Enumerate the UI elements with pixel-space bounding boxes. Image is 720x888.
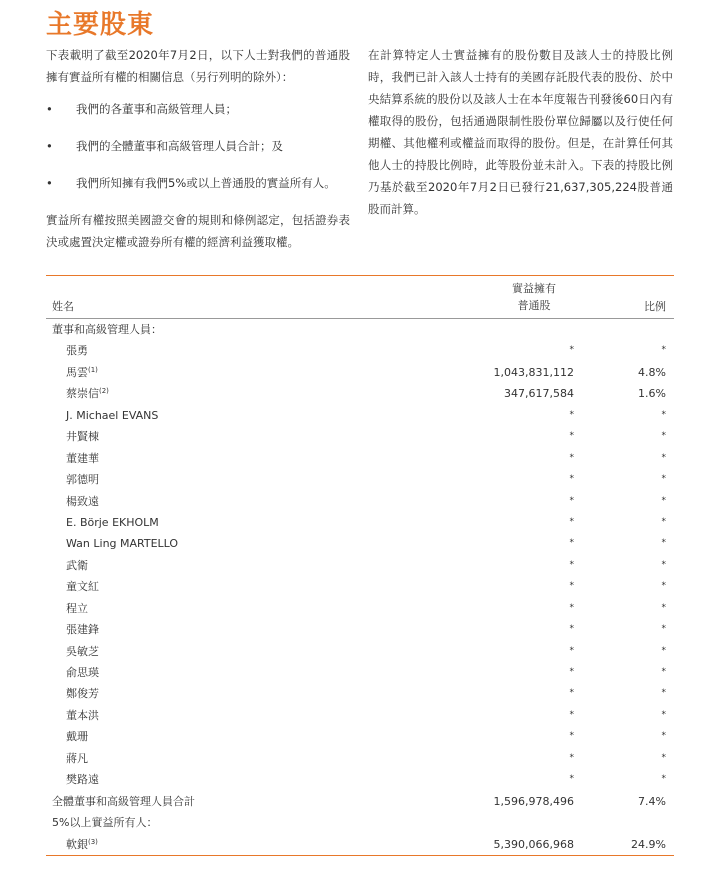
shareholder-name-text: 俞思瑛 [66,666,99,679]
table-row [46,834,674,855]
shareholder-name [52,319,162,340]
shareholder-name-text: 武衛 [66,558,88,572]
shares-cell: * [569,431,574,442]
shareholder-name [66,469,99,490]
percentage-cell: * [661,774,666,785]
shareholder-name-text: 楊致遠 [66,494,99,508]
shareholder-name-text: 董事和高級管理人員： [52,323,162,336]
table-row [46,512,674,533]
table-row [46,362,674,383]
shareholder-name-text: 董建華 [66,451,99,465]
shares-cell: 347,617,584 [504,387,574,401]
header-shares-line1: 實益擁有 [512,282,556,295]
shareholder-name [66,683,99,704]
table-header [46,276,674,318]
shareholder-name-text: 5%以上實益所有人： [52,816,158,830]
footnote-marker: (2) [99,387,109,396]
shares-cell: * [569,667,574,677]
footnote-marker: (1) [88,365,98,374]
shareholder-name [66,555,88,576]
header-shares-line2: 普通股 [517,299,551,312]
percentage-cell: 24.9% [631,837,666,851]
header-shares [494,280,574,314]
bullet-item: • 我們的各董事和高級管理人員； [46,98,350,120]
shares-cell: * [569,581,574,592]
shareholder-name-text: 蔣凡 [66,751,88,765]
shares-cell: * [569,645,574,656]
table-row [46,748,674,769]
section-row [46,319,674,340]
shares-cell: * [569,409,574,420]
table-body [46,319,674,855]
shareholder-name [52,812,157,833]
shareholder-name [66,598,88,619]
table-row [46,340,674,361]
shareholder-name [66,834,98,855]
shares-cell: * [569,731,574,742]
table-row [46,448,674,469]
shares-cell: * [569,709,574,720]
shareholder-name-text: Wan Ling MARTELLO [66,537,179,551]
shares-cell: * [569,774,574,785]
table-row [46,555,674,576]
shareholder-name [66,405,158,426]
shareholder-name-text: 樊路遠 [66,773,99,787]
shares-cell: 5,390,066,968 [493,837,574,851]
shareholder-name [66,340,88,361]
percentage-cell: * [661,731,666,742]
calculation-paragraph: 在計算特定人士實益擁有的股份數目及該人士的持股比例時，我們已計入該人士持有的美國存託股代表的股份、於中央結算系統的股份以及該人士在本年度報告刊發後60日內有權取得的股份，包括通過限制性股份單位歸屬以及行使任何期權、其他權利或權益而取得的股份。但是，在計算任何其他人士的持股比例時，此等股份並未計入。下表的持股比例乃基於截至2020年7月2日已發行21,637,305,224股普通股而計算。 [368,48,673,216]
percentage-cell: * [661,409,666,420]
shareholder-name [66,748,88,769]
percentage-cell: * [661,667,666,677]
shareholder-name-text: 井賢棟 [66,430,99,444]
shares-cell: * [569,538,574,549]
shares-cell: * [569,345,574,356]
table-row [46,426,674,447]
shareholder-name [66,448,99,469]
percentage-cell: * [661,752,666,763]
header-percentage: 比例 [644,300,666,313]
table-row [46,533,674,554]
percentage-cell: * [661,688,666,699]
shareholder-name [66,705,99,726]
section-row [46,812,674,833]
shareholder-name [66,662,99,683]
shareholder-name-text: 張建鋒 [66,623,99,637]
percentage-cell: * [661,581,666,592]
table-row [46,683,674,704]
table-bottom-rule [46,855,674,856]
total-row [46,791,674,812]
shareholder-name [66,512,159,533]
shareholder-name [66,726,88,747]
percentage-cell: * [661,624,666,635]
shares-cell: * [569,602,574,613]
shareholder-name-text: 軟銀 [66,837,88,851]
table-row [46,469,674,490]
percentage-cell: * [661,602,666,613]
table-row [46,576,674,597]
shareholder-name [66,426,99,447]
bullet-list [46,98,350,194]
shareholder-name-text: 蔡崇信 [66,387,99,401]
bullet-item: • 我們所知擁有我們5%或以上普通股的實益所有人。 [46,172,350,194]
page-title: 主要股東 [46,10,155,40]
table-row [46,705,674,726]
shareholder-name-text: 馬雲 [66,365,88,379]
shares-cell: * [569,752,574,763]
percentage-cell: 4.8% [638,365,666,379]
percentage-cell: 7.4% [638,794,666,808]
shareholder-name [66,619,99,640]
shareholder-name-text: 童文紅 [66,580,99,594]
shares-cell: * [569,452,574,463]
header-name: 姓名 [52,300,74,313]
percentage-cell: * [661,559,666,570]
left-column [46,44,350,253]
shares-cell: * [569,495,574,506]
percentage-cell: * [661,452,666,463]
shares-cell: * [569,516,574,527]
shareholder-table [46,276,674,855]
right-column [368,44,673,220]
shareholder-name-text: 鄭俊芳 [66,687,99,701]
shareholder-name-text: J. Michael EVANS [66,408,159,422]
percentage-cell: * [661,345,666,356]
shareholder-name-text: E. Börje EKHOLM [66,515,159,529]
bullet-item: • 我們的全體董事和高級管理人員合計；及 [46,135,350,157]
percentage-cell: 1.6% [638,387,666,401]
shares-cell: * [569,559,574,570]
table-row [46,598,674,619]
shareholder-name [52,791,195,812]
table-row [46,662,674,683]
table-row [46,491,674,512]
percentage-cell: * [661,495,666,506]
shareholder-name [66,641,99,662]
shareholder-name [66,362,98,383]
percentage-cell: * [661,474,666,485]
shareholder-name [66,383,109,404]
intro-paragraph: 下表載明了截至2020年7月2日，以下人士對我們的普通股擁有實益所有權的相關信息（另行列明的除外）： [46,48,350,84]
percentage-cell: * [661,645,666,656]
shares-cell: * [569,474,574,485]
shares-cell: * [569,624,574,635]
shareholder-name [66,769,99,790]
table-row [46,619,674,640]
shareholder-name-text: 董本洪 [66,708,99,722]
percentage-cell: * [661,431,666,442]
shareholder-name [66,533,178,554]
percentage-cell: * [661,709,666,720]
shareholder-name-text: 吳敏芝 [66,644,99,658]
percentage-cell: * [661,538,666,549]
percentage-cell: * [661,516,666,527]
table-row [46,726,674,747]
table-row [46,641,674,662]
table-row [46,769,674,790]
table-row [46,383,674,404]
shares-cell: 1,596,978,496 [493,794,574,808]
shareholder-name-text: 郭德明 [66,473,99,487]
shareholder-name-text: 張勇 [66,344,88,358]
shareholder-name [66,491,99,512]
shares-cell: 1,043,831,112 [493,365,574,379]
shareholder-name [66,576,99,597]
shareholder-name-text: 程立 [66,601,88,615]
table-row [46,405,674,426]
shares-cell: * [569,688,574,699]
shareholder-name-text: 全體董事和高級管理人員合計 [52,794,195,808]
shareholder-name-text: 戴珊 [66,730,88,744]
ownership-note-paragraph: 實益所有權按照美國證交會的規則和條例認定，包括證券表決或處置決定權或證券所有權的經濟利益獲取權。 [46,213,350,249]
footnote-marker: (3) [88,837,98,846]
